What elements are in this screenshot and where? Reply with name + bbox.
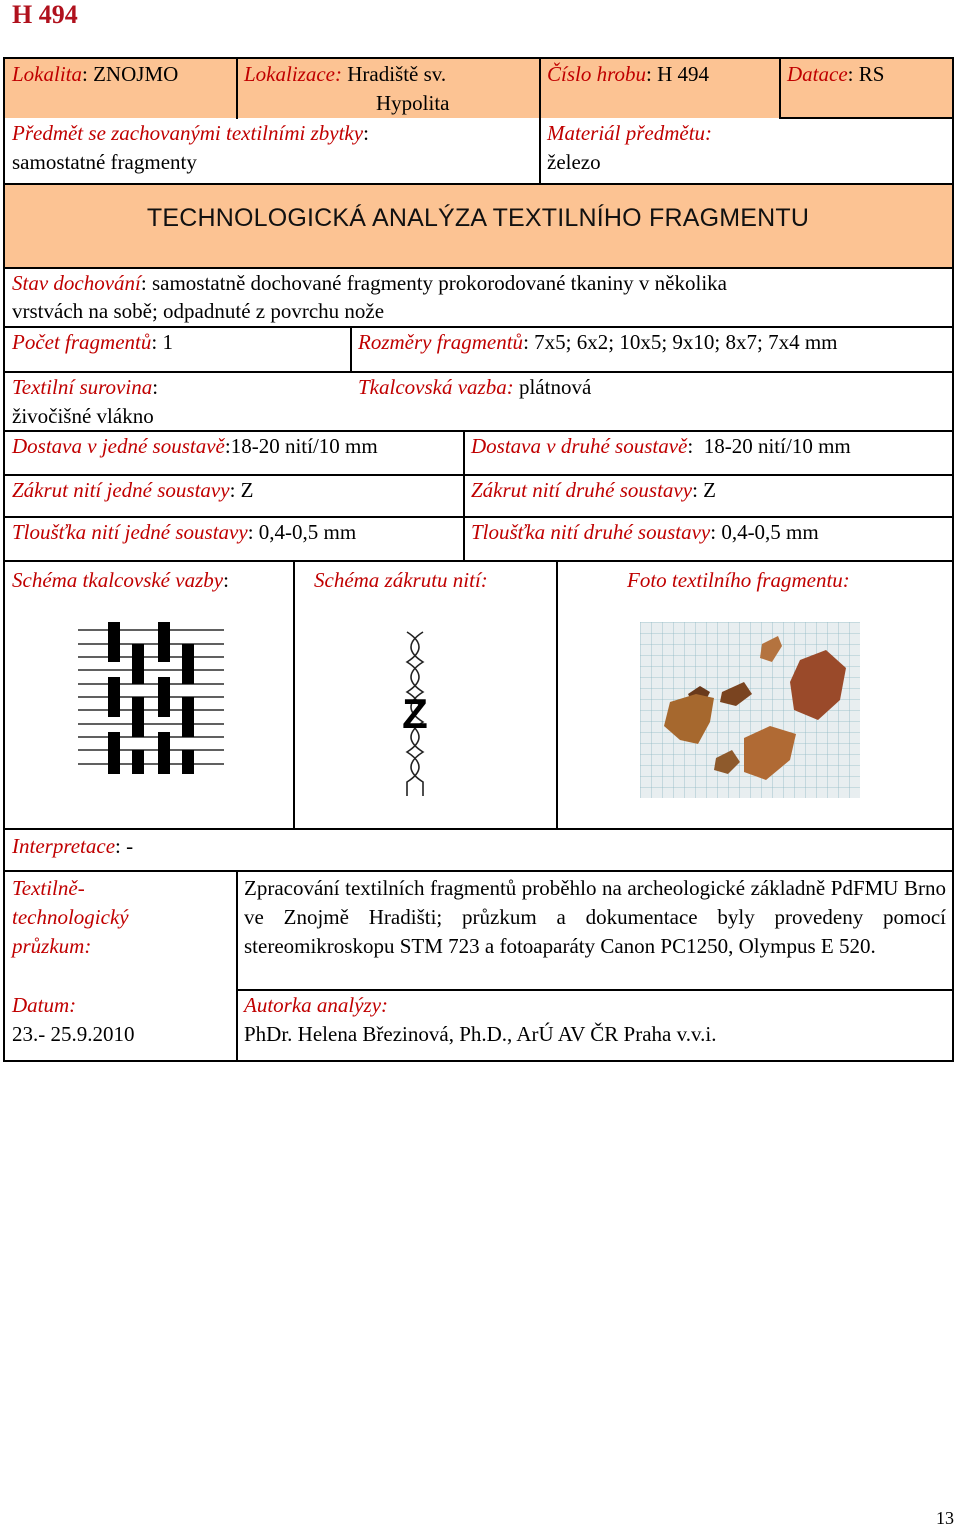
schema-zakrutu-label: Schéma zákrutu nití: [314,568,488,592]
stav-value-cont: vrstvách na sobě; odpadnuté z povrchu nože [12,299,385,323]
material-label: Materiál předmětu: [547,121,713,145]
cislo-hrobu-field: Číslo hrobu: H 494 [547,62,710,86]
predmet-label: Předmět se zachovanými textilními zbytky: [12,121,369,145]
pruzkum-label-2: technologický [12,905,129,929]
predmet-value: samostatné fragmenty [12,150,197,174]
material-value: železo [547,150,601,174]
page-number: 13 [936,1508,954,1528]
rozmery-field: Rozměry fragmentů: 7x5; 6x2; 10x5; 9x10; 8x7; 7x4 mm [358,330,838,354]
datum-label: Datum: [12,993,77,1017]
weave-diagram [78,622,224,774]
tloustka-2-field: Tloušťka nití druhé soustavy: 0,4-0,5 mm [471,520,819,544]
surovina-label: Textilní surovina: [12,375,159,399]
zakrut-1-field: Zákrut nití jedné soustavy: Z [12,478,254,502]
pruzkum-text: Zpracování textilních fragmentů proběhlo na archeologické základně PdFMU Brno ve Znojmě Hradišti; průzkum a dokumentace byly provedeny pomocí stereomikroskopu STM 723 a fotoaparáty Canon PC1250, Olympus E 520. [244,876,946,958]
datace-field: Datace: RS [787,62,885,86]
vazba-field: Tkalcovská vazba: plátnová [358,375,592,399]
textile-fragment-photo [640,622,860,798]
twist-diagram [393,628,437,798]
pocet-field: Počet fragmentů: 1 [12,330,173,354]
stav-field: Stav dochování: samostatně dochované fragmenty prokorodované tkaniny v několika [12,271,727,295]
autorka-label: Autorka analýzy: [244,993,389,1017]
twist-letter: Z [402,690,428,737]
lokalizace-value-cont: Hypolita [376,91,450,115]
lokalita-field: Lokalita: ZNOJMO [12,62,179,86]
surovina-value: živočišné vlákno [12,404,154,428]
datum-value: 23.- 25.9.2010 [12,1022,135,1046]
schema-vazby-label: Schéma tkalcovské vazby: [12,568,229,592]
document-id: H 494 [12,0,78,29]
pruzkum-label-1: Textilně- [12,876,85,900]
section-title: TECHNOLOGICKÁ ANALÝZA TEXTILNÍHO FRAGMENTU [146,204,810,232]
zakrut-2-field: Zákrut nití druhé soustavy: Z [471,478,716,502]
lokalizace-field: Lokalizace: Hradiště sv. [244,62,447,86]
autorka-value: PhDr. Helena Březinová, Ph.D., ArÚ AV ČR Praha v.v.i. [244,1022,717,1046]
tloustka-1-field: Tloušťka nití jedné soustavy: 0,4-0,5 mm [12,520,357,544]
dostava-2-field: Dostava v druhé soustavě: 18-20 nití/10 mm [471,434,851,458]
dostava-1-field: Dostava v jedné soustavě:18-20 nití/10 mm [12,434,378,458]
foto-label: Foto textilního fragmentu: [627,568,850,592]
pruzkum-label-3: průzkum: [12,934,92,958]
interpretace-field: Interpretace: - [12,834,134,858]
